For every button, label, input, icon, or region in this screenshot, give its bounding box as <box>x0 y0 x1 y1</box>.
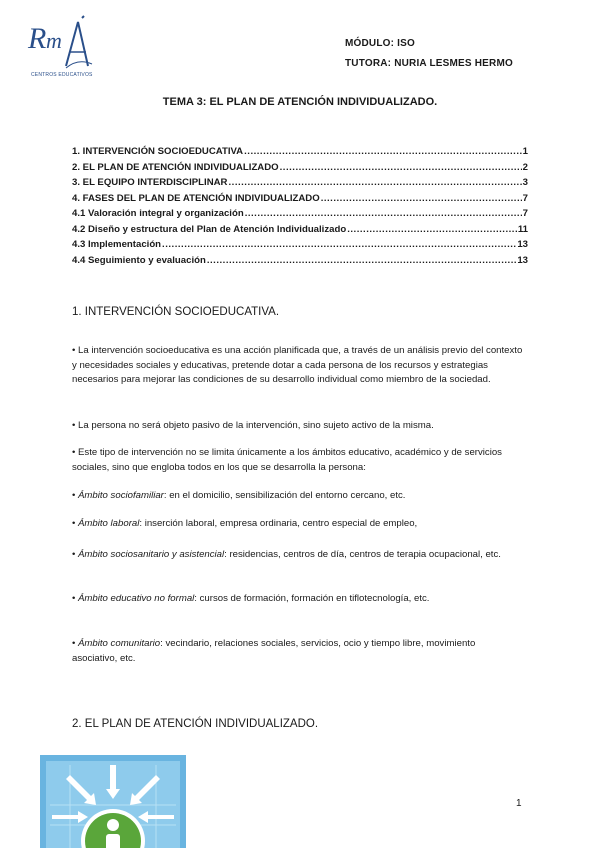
paragraph: • Este tipo de intervención no se limita únicamente a los ámbitos educativo, académico y de servicios sociales, sino que engloba todos en los que se desarrolla la persona: <box>72 447 502 473</box>
toc-entry[interactable]: 1. INTERVENCIÓN SOCIOEDUCATIVA ..... 1 <box>72 146 528 162</box>
toc-entry[interactable]: 4. FASES DEL PLAN DE ATENCIÓN INDIVIDUALIZADO ..... 7 <box>72 193 528 209</box>
section-heading: 2. EL PLAN DE ATENCIÓN INDIVIDUALIZADO. <box>72 718 319 730</box>
list-item: • Ámbito comunitario: vecindario, relaciones sociales, servicios, ocio y tiempo libre, movimiento asociativo, etc. <box>72 638 476 664</box>
table-of-contents <box>72 146 528 270</box>
section-heading: 1. INTERVENCIÓN SOCIOEDUCATIVA. <box>72 306 280 318</box>
toc-entry[interactable]: 4.3 Implementación ..... 13 <box>72 239 528 255</box>
module-label: MÓDULO: ISO <box>345 38 415 49</box>
toc-entry[interactable]: 4.2 Diseño y estructura del Plan de Atención Individualizado ..... 11 <box>72 224 528 240</box>
svg-text:R: R <box>28 22 47 55</box>
list-item: • Ámbito sociosanitario y asistencial: residencias, centros de día, centros de terapia ocupacional, etc. <box>72 549 501 560</box>
rma-logo <box>26 14 98 80</box>
toc-entry[interactable]: 3. EL EQUIPO INTERDISCIPLINAR ..... 3 <box>72 177 528 193</box>
toc-entry[interactable]: 4.1 Valoración integral y organización ..... 7 <box>72 208 528 224</box>
toc-entry[interactable]: 2. EL PLAN DE ATENCIÓN INDIVIDUALIZADO ..... 2 <box>72 162 528 178</box>
svg-text:m: m <box>46 28 62 53</box>
page-number: 1 <box>516 798 522 809</box>
person-arrows-illustration <box>40 755 186 848</box>
paragraph: • La intervención socioeducativa es una acción planificada que, a través de un análisis previo del contexto y necesidades sociales y educativas, pretende dotar a cada persona de los recursos y estrategias necesarios para mejorar las condiciones de su desarrollo individual como miembro de la sociedad. <box>72 345 523 385</box>
list-item: • Ámbito sociofamiliar: en el domicilio, sensibilización del entorno cercano, etc. <box>72 490 406 501</box>
toc-entry[interactable]: 4.4 Seguimiento y evaluación ..... 13 <box>72 255 528 271</box>
paragraph: • La persona no será objeto pasivo de la intervención, sino sujeto activo de la misma. <box>72 420 434 431</box>
list-item: • Ámbito educativo no formal: cursos de formación, formación en tiflotecnología, etc. <box>72 593 430 604</box>
tutor-label: TUTORA: NURIA LESMES HERMO <box>345 58 513 69</box>
list-item: • Ámbito laboral: inserción laboral, empresa ordinaria, centro especial de empleo, <box>72 518 418 529</box>
logo-caption: CENTROS EDUCATIVOS <box>31 72 93 78</box>
document-title: TEMA 3: EL PLAN DE ATENCIÓN INDIVIDUALIZADO. <box>162 96 438 108</box>
